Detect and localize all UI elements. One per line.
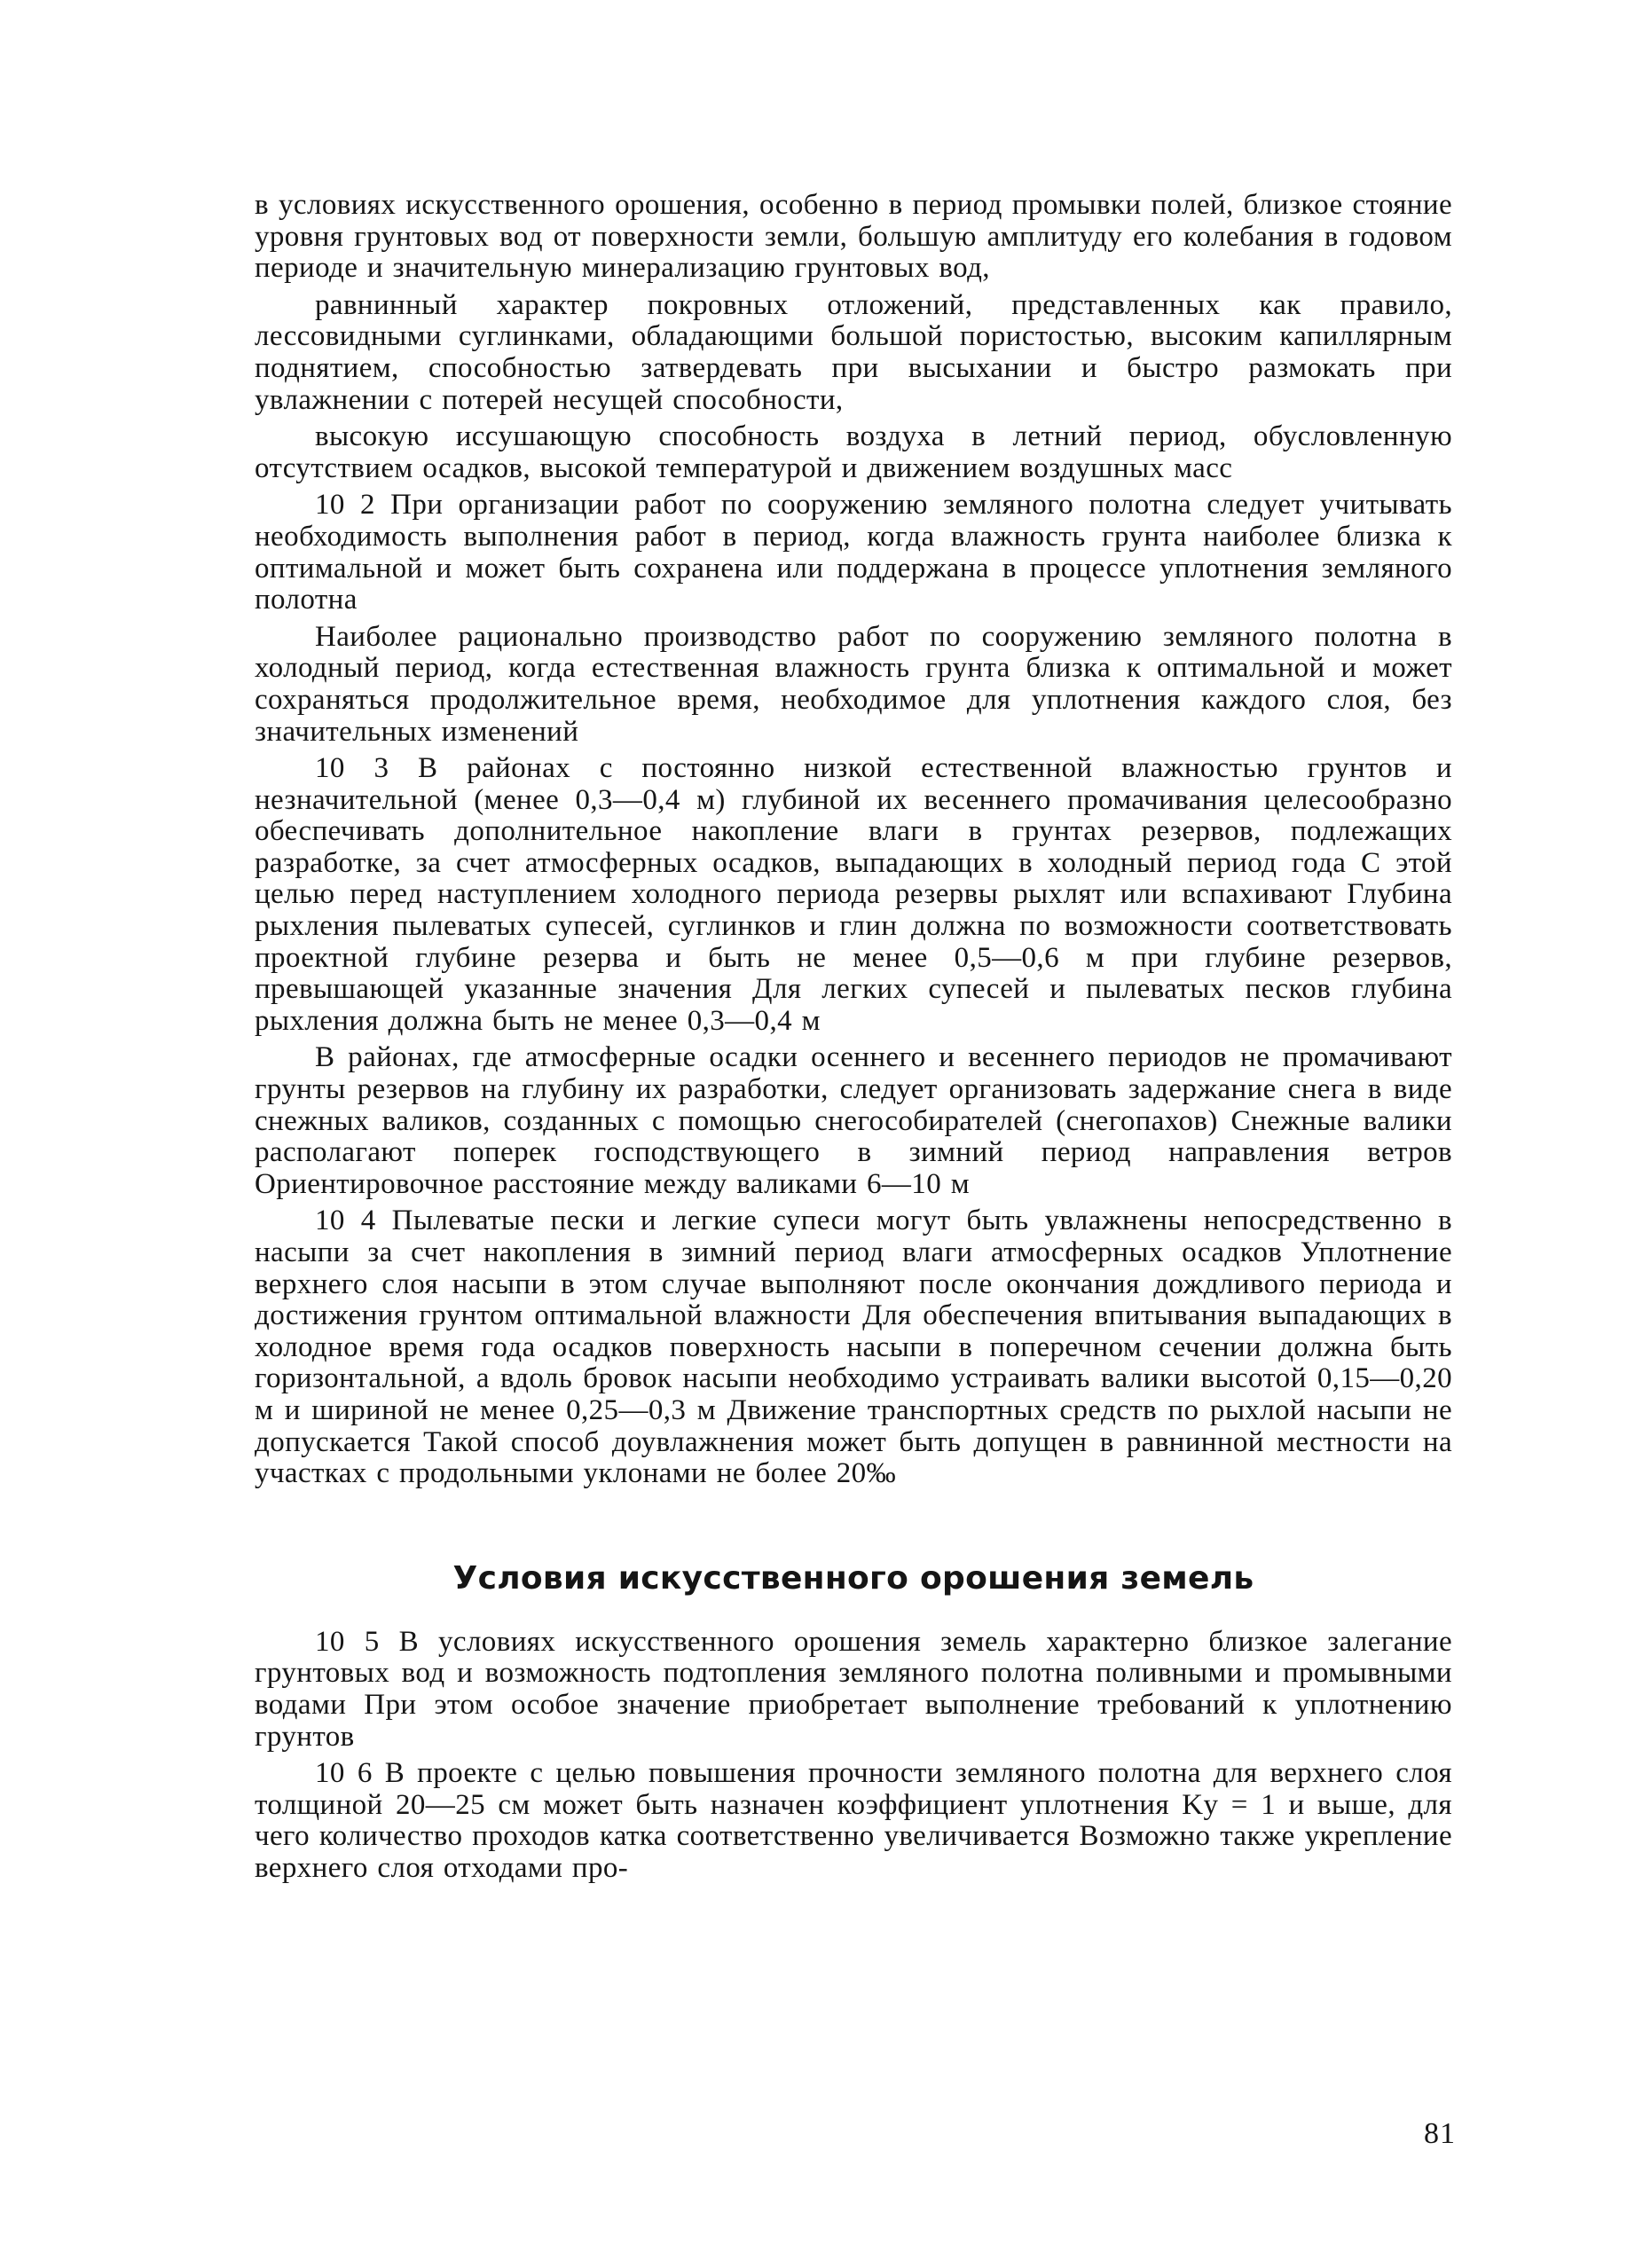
paragraph-10-2: 10 2 При организации работ по сооружению земляного полотна следует учитывать необходимость выполнения работ в период, когда влажность грунта наиболее близка к оптимальной и может быть сохранена или поддержана в процессе уплотнения земляного полотна — [255, 489, 1452, 616]
paragraph-loess-deposits: равнинный характер покровных отложений, представленных как правило, лессовидными суглинками, обладающими большой пористостью, высоким капиллярным поднятием, способностью затвердевать при высыхании и быстро размокать при увлажнении с потерей несущей способности, — [255, 288, 1452, 416]
section-heading: Условия искусственного орошения земель — [452, 1559, 1254, 1597]
paragraph-10-5: 10 5 В условиях искусственного орошения земель характерно близкое залегание грунтовых вод и возможность подтопления земляного полотна поливными и промывными водами При этом особое значение приобретает выполнение требований к уплотнению грунтов — [255, 1625, 1452, 1753]
paragraph-10-3: 10 3 В районах с постоянно низкой естественной влажностью грунтов и незначительной (менее 0,3—0,4 м) глубиной их весеннего промачивания целесообразно обеспечивать дополнительное накопление влаги в грунтах резервов, подлежащих разработке, за счет атмосферных осадков, выпадающих в холодный период года С этой целью перед наступлением холодного периода резервы рыхлят или вспахивают Глубина рыхления пылеватых супесей, суглинков и глин должна по возможности соответствовать проектной глубине резерва и быть не менее 0,5—0,6 м при глубине резервов, превышающей указанные значения Для легких супесей и пылеватых песков глубина рыхления должна быть не менее 0,3—0,4 м — [255, 752, 1452, 1037]
paragraph-air-drying: высокую иссушающую способность воздуха в летний период, обусловленную отсутствием осадков, высокой температурой и движением воздушных масс — [255, 420, 1452, 484]
body-text — [255, 190, 1452, 1885]
paragraph-10-4: 10 4 Пылеватые пески и легкие супеси могут быть увлажнены непосредственно в насыпи за счет накопления в зимний период влаги атмосферных осадков Уплотнение верхнего слоя насыпи в этом случае выполняют после окончания дождливого периода и достижения грунтом оптимальной влажности Для обеспечения впитывания выпадающих в холодное время года осадков поверхность насыпи в поперечном сечении должна быть горизонтальной, а вдоль бровок насыпи необходимо устраивать валики высотой 0,15—0,20 м и шириной не менее 0,25—0,3 м Движение транспортных средств по рыхлой насыпи не допускается Такой способ доувлажнения может быть допущен в равнинной местности на участках с продольными уклонами не более 20‰ — [255, 1205, 1452, 1490]
page-number: 81 — [1424, 2117, 1456, 2150]
paragraph-cold-period-work: Наиболее рационально производство работ по сооружению земляного полотна в холодный период, когда естественная влажность грунта близка к оптимальной и может сохраняться продолжительное время, необходимое для уплотнения каждого слоя, без значительных изменений — [255, 620, 1452, 748]
paragraph-10-6: 10 6 В проекте с целью повышения прочности земляного полотна для верхнего слоя толщиной 20—25 см может быть назначен коэффициент уплотнения Kу = 1 и выше, для чего количество проходов катка соответственно увеличивается Возможно также укрепление верхнего слоя отходами про- — [255, 1757, 1452, 1884]
paragraph-snow-retention: В районах, где атмосферные осадки осеннего и весеннего периодов не промачивают грунты резервов на глубину их разработки, следует организовать задержание снега в виде снежных валиков, созданных с помощью снегособирателей (снегопахов) Снежные валики располагают поперек господствующего в зимний период направления ветров Ориентировочное расстояние между валиками 6—10 м — [255, 1041, 1452, 1200]
paragraph-groundwater-conditions: в условиях искусственного орошения, особенно в период промывки полей, близкое стояние уровня грунтовых вод от поверхности земли, большую амплитуду его колебания в годовом периоде и значительную минерализацию грунтовых вод, — [255, 189, 1452, 285]
